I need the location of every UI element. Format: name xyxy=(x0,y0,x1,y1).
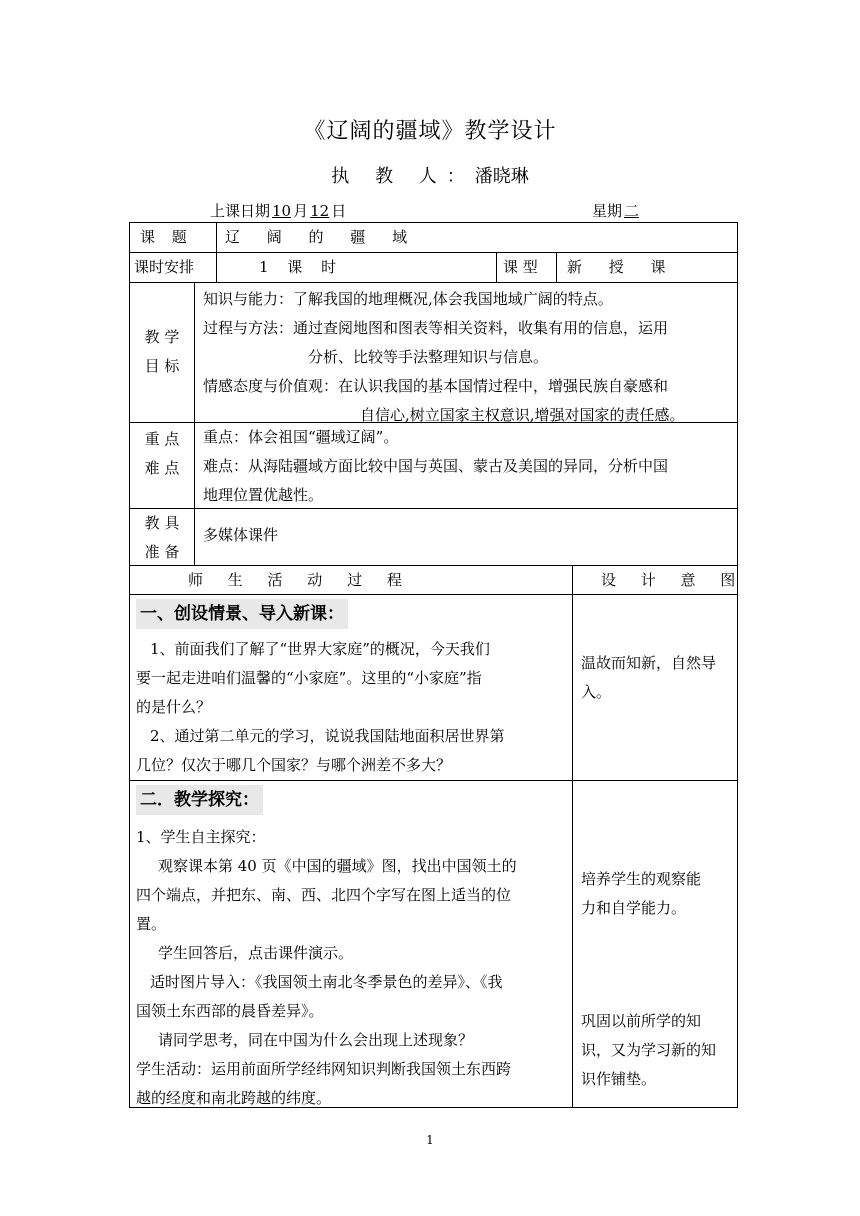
teacher-line xyxy=(0,162,860,188)
goals-row xyxy=(129,282,738,422)
document-title: 《辽阔的疆域》教学设计 xyxy=(303,119,557,144)
explore-sub: 1、学生自主探究： xyxy=(136,828,266,846)
explore-line-8: 学生活动：运用前面所学经纬网知识判断我国领土东西跨 xyxy=(136,1060,512,1078)
week-day: 二 xyxy=(624,202,640,220)
goal-process: 过程与方法：通过查阅地图和图表等相关资料，收集有用的信息，运用 xyxy=(203,319,669,337)
date-prefix: 上课日期 xyxy=(210,202,271,220)
teacher-name: 潘晓琳 xyxy=(474,166,529,187)
goal-knowledge: 知识与能力：了解我国的地理概况,体会我国地域广阔的特点。 xyxy=(203,290,613,308)
teacher-label: 执 教 人： xyxy=(331,166,475,187)
week-prefix: 星期 xyxy=(592,202,623,220)
key-row xyxy=(129,422,738,508)
explore-line-9: 越的经度和南北跨越的纬度。 xyxy=(136,1089,332,1107)
key-label: 重 点 难 点 xyxy=(144,430,180,477)
goals-label: 教 学 目 标 xyxy=(144,328,180,375)
hours-value: 1 课 时 xyxy=(216,253,496,282)
goals-content xyxy=(194,283,737,422)
topic-row xyxy=(129,222,738,252)
process-header: 师 生 活 动 过 程 xyxy=(188,571,402,589)
class-weekday xyxy=(592,200,641,221)
intro-line-5: 几位？仅次于哪几个国家？与哪个洲差不多大？ xyxy=(136,756,452,774)
class-date xyxy=(210,200,346,221)
goal-attitude-cont: 自信心,树立国家主权意识,增强对国家的责任感。 xyxy=(360,406,685,424)
explore-line-2: 四个端点，并把东、南、西、北四个字写在图上适当的位 xyxy=(136,886,512,904)
section-explore-row xyxy=(129,780,738,1107)
section-explore-intent xyxy=(572,781,737,1107)
section-explore-heading: 二．教学探究： xyxy=(136,785,263,815)
date-month: 10 xyxy=(272,202,292,220)
type-value: 新 授 课 xyxy=(556,253,737,282)
goal-attitude: 情感态度与价值观：在认识我国的基本国情过程中，增强民族自豪感和 xyxy=(203,377,669,395)
topic-value: 辽 阔 的 疆 域 xyxy=(216,223,737,252)
intro-line-1: 1、前面我们了解了“世界大家庭”的概况，今天我们 xyxy=(150,640,490,658)
difficult-point-cont: 地理位置优越性。 xyxy=(203,486,324,504)
topic-label: 课 题 xyxy=(140,228,193,246)
section-intro-row xyxy=(129,594,738,780)
difficult-point: 难点：从海陆疆域方面比较中国与英国、蒙古及美国的异同，分析中国 xyxy=(203,457,669,475)
key-point: 重点：体会祖国“疆域辽阔”。 xyxy=(203,428,399,446)
hours-label: 课时安排 xyxy=(134,258,195,276)
hours-row xyxy=(129,252,738,282)
key-content xyxy=(194,423,737,508)
intro-line-3: 的是什么？ xyxy=(136,698,212,716)
explore-line-1: 观察课本第 40 页《中国的疆域》图，找出中国领土的 xyxy=(158,857,517,875)
goal-process-cont: 分析、比较等手法整理知识与信息。 xyxy=(308,348,549,366)
explore-line-5: 适时图片导入：《我国领土南北冬季景色的差异》、《我 xyxy=(150,973,503,991)
process-header-row xyxy=(129,565,738,594)
intent-header: 设 计 意 图 xyxy=(572,566,737,594)
type-label: 课 型 xyxy=(496,253,556,282)
intent-observe: 培养学生的观察能 力和自学能力。 xyxy=(581,870,702,917)
explore-line-6: 国领土东西部的晨昏差异》。 xyxy=(136,1002,324,1020)
section-explore xyxy=(130,781,572,1107)
tools-value: 多媒体课件 xyxy=(194,509,737,565)
section-intro-heading: 一、创设情景、导入新课： xyxy=(136,599,348,629)
intent-consolidate: 巩固以前所学的知 识，又为学习新的知 识作铺垫。 xyxy=(581,1012,717,1088)
intro-line-2: 要一起走进咱们温馨的“小家庭”。这里的“小家庭”指 xyxy=(136,669,482,687)
explore-line-3: 置。 xyxy=(136,915,167,933)
page-number: 1 xyxy=(426,1133,434,1147)
explore-line-4: 学生回答后，点击课件演示。 xyxy=(158,944,354,962)
table-bottom-border xyxy=(129,1107,738,1108)
section-intro-intent: 温故而知新，自然导 入。 xyxy=(572,595,737,780)
month-unit: 月 xyxy=(293,202,309,220)
date-day: 12 xyxy=(310,202,330,220)
tools-label: 教 具 准 备 xyxy=(144,514,180,561)
day-unit: 日 xyxy=(331,202,347,220)
tools-row xyxy=(129,508,738,565)
intro-line-4: 2、通过第二单元的学习，说说我国陆地面积居世界第 xyxy=(150,727,505,745)
section-intro xyxy=(130,595,572,780)
explore-line-7: 请同学思考，同在中国为什么会出现上述现象？ xyxy=(158,1031,474,1049)
